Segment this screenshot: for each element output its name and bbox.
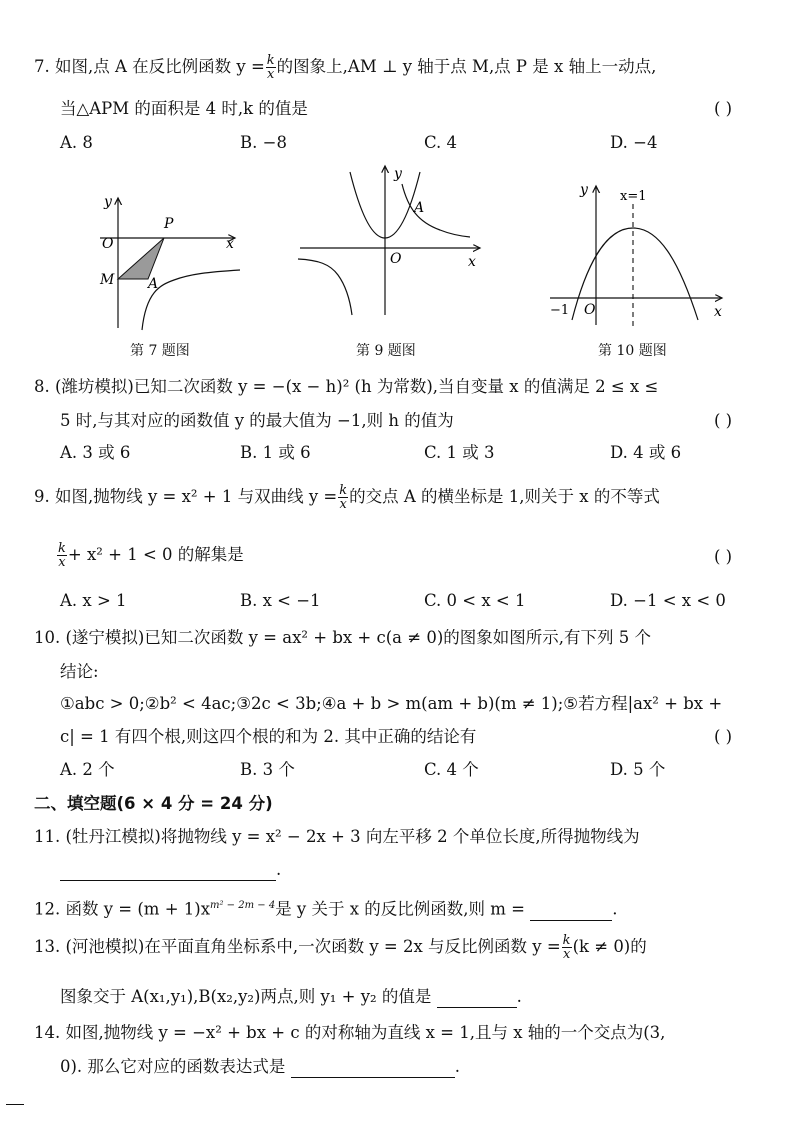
q7-fraction (266, 54, 276, 81)
q10-option-b: B. 3 个 (240, 760, 295, 779)
fig10-label-x: x (714, 304, 722, 320)
q8-answer-paren: ( ) (714, 411, 733, 430)
q14-text: 0). 那么它对应的函数表达式是 (60, 1057, 286, 1076)
q13-text-a: 13. (河池模拟)在平面直角坐标系中,一次函数 y = 2x 与反比例函数 y = (34, 937, 561, 956)
q9-text-b: 的交点 A 的横坐标是 1,则关于 x 的不等式 (349, 487, 660, 506)
q9-option-b: B. x < −1 (240, 591, 321, 610)
q13-frac-num: k (562, 933, 571, 948)
q9-frac2-num: k (58, 541, 66, 556)
q9-text-c: + x² + 1 < 0 的解集是 (67, 545, 244, 564)
q14-line2 (60, 1056, 460, 1078)
q12-end: . (612, 899, 618, 919)
q9-frac2-den: x (58, 555, 66, 570)
q12-exponent: m² − 2m − 4 (210, 900, 276, 911)
q7-text-b: 的图象上,AM ⊥ y 轴于点 M,点 P 是 x 轴上一动点, (276, 57, 657, 76)
q9-frac-num: k (339, 483, 348, 498)
q14-end: . (454, 1057, 460, 1076)
fig7-label-y: y (104, 194, 112, 210)
fig9-label-y: y (394, 166, 402, 182)
q9-option-a: A. x > 1 (60, 591, 127, 610)
fig7-label-m: M (100, 272, 115, 288)
q13-text-b: (k ≠ 0)的 (572, 937, 647, 956)
fig9-label-x: x (468, 254, 476, 270)
q10-option-d: D. 5 个 (610, 760, 666, 779)
q7-option-c: C. 4 (424, 133, 458, 152)
q11-line1: 11. (牡丹江模拟)将抛物线 y = x² − 2x + 3 向左平移 2 个单位长度,所得抛物线为 (34, 827, 640, 846)
q8-option-a: A. 3 或 6 (60, 443, 131, 462)
fig7-triangle-apm (118, 238, 164, 279)
q9-answer-paren: ( ) (714, 547, 733, 566)
q7-option-a: A. 8 (60, 133, 93, 152)
q10-line2: 结论: (60, 662, 99, 681)
fig9-label-o: O (390, 251, 402, 267)
q7-option-b: B. −8 (240, 133, 287, 152)
q12-mid: 是 y 关于 x 的反比例函数,则 m = (275, 899, 525, 919)
q9-frac-den: x (339, 497, 347, 512)
q10-line4: c| = 1 有四个根,则这四个根的和为 2. 其中正确的结论有 (60, 727, 477, 746)
q10-line3: ①abc > 0;②b² < 4ac;③2c < 3b;④a + b > m(am + b)(m ≠ 1);⑤若方程|ax² + bx + (60, 694, 723, 713)
q9-option-c: C. 0 < x < 1 (424, 591, 526, 610)
q13-frac-den: x (562, 947, 571, 962)
q7-frac-num: k (266, 53, 275, 68)
page-footer-rule (6, 1104, 24, 1105)
q11-answer-blank[interactable] (60, 864, 276, 881)
fig10-caption: 第 10 题图 (598, 343, 667, 359)
fig7-label-o: O (102, 236, 114, 252)
q7-answer-paren: ( ) (714, 99, 733, 118)
fig10-label-axis: x=1 (620, 189, 647, 204)
q10-line1: 10. (遂宁模拟)已知二次函数 y = ax² + bx + c(a ≠ 0)的图象如图所示,有下列 5 个 (34, 628, 651, 647)
q9-text-a: 9. 如图,抛物线 y = x² + 1 与双曲线 y = (34, 487, 338, 506)
q13-line1 (34, 934, 647, 961)
q7-text-a: 7. 如图,点 A 在反比例函数 y = (34, 57, 265, 76)
q11-end: . (276, 860, 282, 879)
q12-line (34, 895, 618, 921)
fig9-label-a: A (414, 200, 425, 216)
q8-option-c: C. 1 或 3 (424, 443, 495, 462)
q12-prefix: 12. 函数 y = (m + 1)x (34, 899, 211, 919)
fig7-label-x: x (226, 236, 234, 252)
q9-option-d: D. −1 < x < 0 (610, 591, 726, 610)
q8-line2: 5 时,与其对应的函数值 y 的最大值为 −1,则 h 的值为 (60, 411, 454, 430)
q8-option-b: B. 1 或 6 (240, 443, 311, 462)
q7-frac-den: x (267, 67, 275, 82)
figure-7 (90, 180, 250, 335)
figure-9 (290, 160, 490, 320)
q10-answer-paren: ( ) (714, 727, 733, 746)
fig10-label-y: y (580, 182, 588, 198)
q13-line2 (60, 986, 522, 1008)
q9-line1 (34, 484, 660, 511)
q8-line1: 8. (潍坊模拟)已知二次函数 y = −(x − h)² (h 为常数),当自变量 x 的值满足 2 ≤ x ≤ (34, 377, 659, 396)
q7-option-d: D. −4 (610, 133, 658, 152)
q13-end: . (516, 987, 522, 1006)
fig7-caption: 第 7 题图 (130, 343, 190, 359)
q8-option-d: D. 4 或 6 (610, 443, 682, 462)
figure-10 (540, 180, 730, 330)
fig9-hyperbola-left (298, 259, 352, 315)
q12-answer-blank[interactable] (530, 904, 612, 921)
q7-line2: 当△APM 的面积是 4 时,k 的值是 (60, 99, 308, 118)
q9-fraction-1 (338, 484, 348, 511)
q13-text-c: 图象交于 A(x₁,y₁),B(x₂,y₂)两点,则 y₁ + y₂ 的值是 (60, 987, 432, 1006)
fig9-hyperbola-right (402, 184, 470, 237)
q10-option-a: A. 2 个 (60, 760, 115, 779)
fig7-label-a: A (148, 276, 159, 292)
fig9-caption: 第 9 题图 (356, 343, 416, 359)
fig7-label-p: P (164, 216, 174, 232)
section-title: 二、填空题(6 × 4 分 = 24 分) (34, 794, 273, 813)
fig10-label-neg1: −1 (550, 303, 570, 318)
q14-line1: 14. 如图,抛物线 y = −x² + bx + c 的对称轴为直线 x = 1,且与 x 轴的一个交点为(3, (34, 1023, 666, 1042)
q13-fraction (562, 934, 572, 961)
q10-option-c: C. 4 个 (424, 760, 479, 779)
q13-answer-blank[interactable] (437, 991, 517, 1008)
q14-answer-blank[interactable] (291, 1061, 455, 1078)
q9-fraction-2 (57, 542, 67, 569)
fig10-label-o: O (584, 302, 596, 318)
q11-line2 (60, 859, 281, 881)
q9-line2 (56, 542, 244, 569)
q7-line1 (34, 54, 656, 81)
